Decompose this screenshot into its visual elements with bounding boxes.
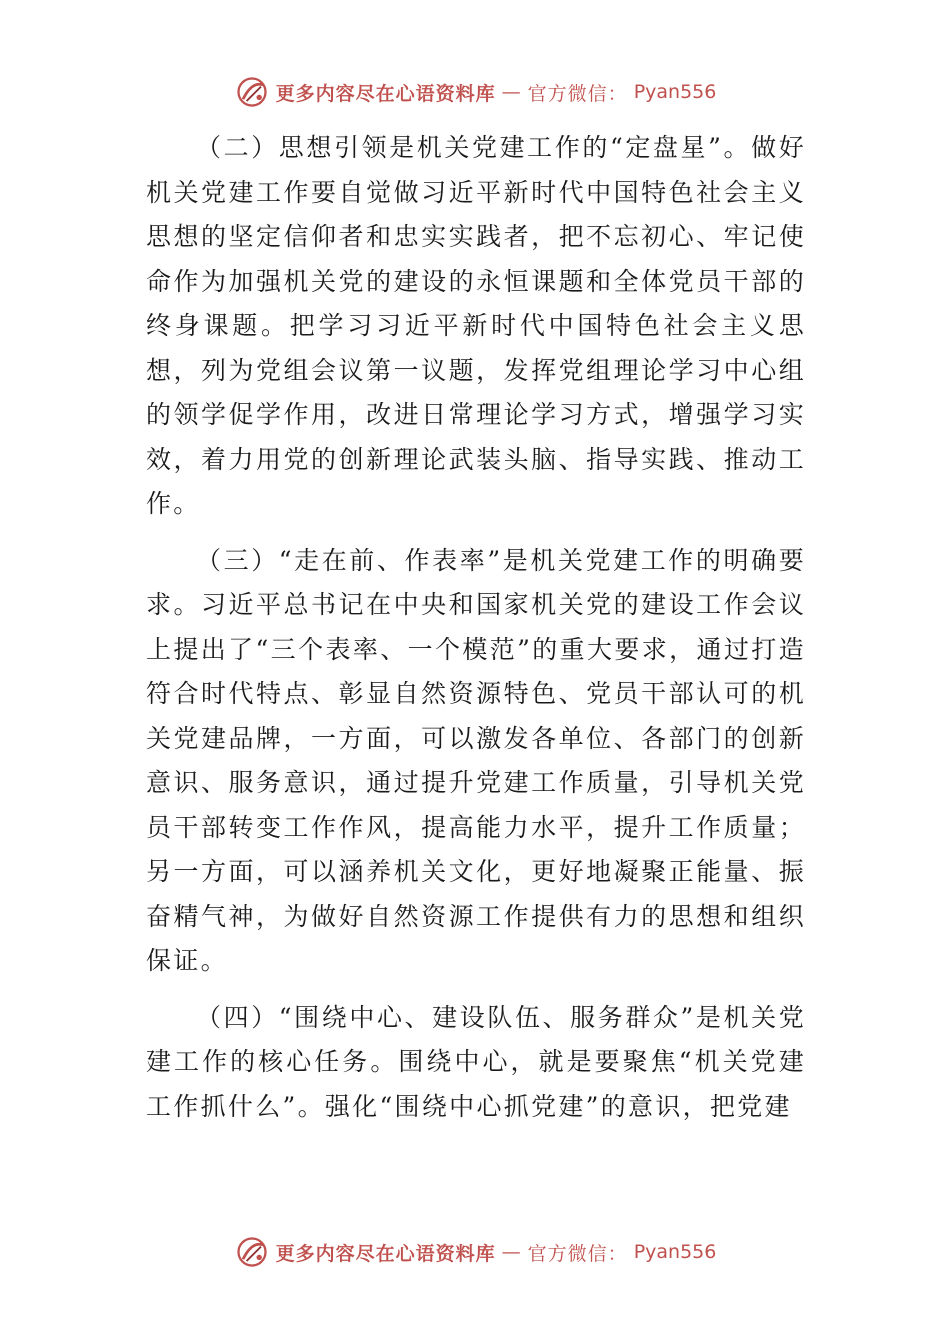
header-brand-text: 更多内容尽在心语资料库	[275, 82, 496, 105]
footer-brand-text: 更多内容尽在心语资料库	[275, 1242, 496, 1265]
paragraph-three: （三）“走在前、作表率”是机关党建工作的明确要求。习近平总书记在中央和国家机关党的建设工作会议上提出了“三个表率、一个模范”的重大要求，通过打造符合时代特点、彰显自然资源特色、党员干部认可的机关党建品牌，一方面，可以激发各单位、各部门的创新意识、服务意识，通过提升党建工作质量，引导机关党员干部转变工作作风，提高能力水平，提升工作质量；另一方面，可以涵养机关文化，更好地凝聚正能量、振奋精气神，为做好自然资源工作提供有力的思想和组织保证。	[146, 545, 806, 975]
header-separator: —	[501, 81, 522, 103]
paragraph-two: （二）思想引领是机关党建工作的“定盘星”。做好机关党建工作要自觉做习近平新时代中国特色社会主义思想的坚定信仰者和忠实实践者，把不忘初心、牢记使命作为加强机关党的建设的永恒课题和全体党员干部的终身课题。把学习习近平新时代中国特色社会主义思想，列为党组会议第一议题，发挥党组理论学习中心组的领学促学作用，改进日常理论学习方式，增强学习实效，着力用党的创新理论武装头脑、指导实践、推动工作。	[146, 133, 806, 518]
header-wechat-label: 官方微信：	[527, 82, 628, 105]
footer-wechat-label: 官方微信：	[527, 1242, 628, 1265]
footer-separator: —	[501, 1241, 522, 1263]
document-body	[146, 126, 806, 1141]
brand-logo-icon	[234, 74, 270, 110]
brand-logo-icon	[234, 1234, 270, 1270]
header-wechat-id: Pyan556	[633, 81, 717, 103]
footer-wechat-id: Pyan556	[633, 1241, 717, 1263]
page-footer	[0, 1232, 950, 1272]
paragraph-four: （四）“围绕中心、建设队伍、服务群众”是机关党建工作的核心任务。围绕中心，就是要聚焦“机关党建工作抓什么”。强化“围绕中心抓党建”的意识，把党建	[146, 1002, 806, 1121]
page-header	[0, 72, 950, 112]
